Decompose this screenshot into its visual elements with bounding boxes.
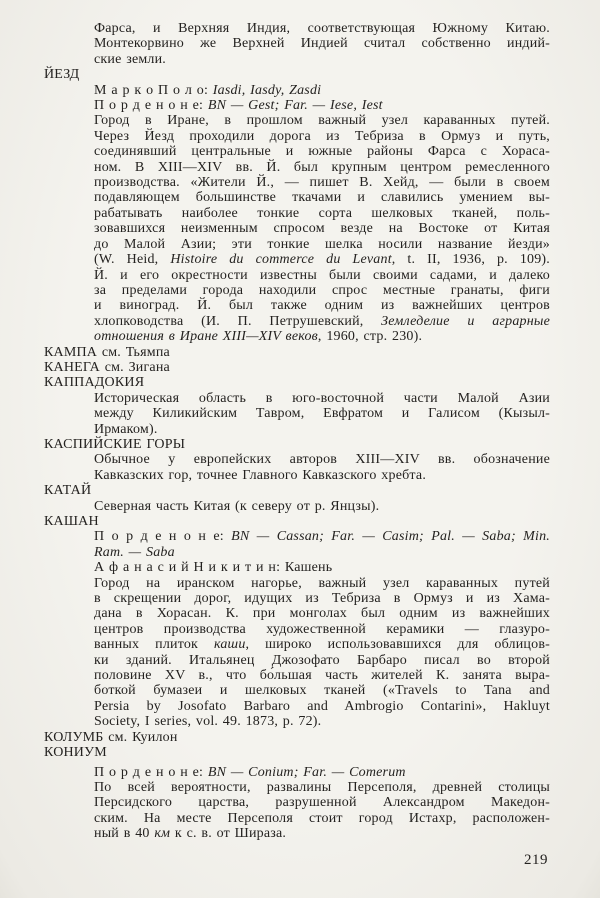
text-segment: М а р к о П о л о: (94, 82, 213, 98)
text-segment: Й. и его окрестности известны были своими садами, и далеко (94, 267, 550, 283)
text-line (94, 499, 550, 514)
text-segment: По всей вероятности, развалины Персеполя, древней столицы (94, 779, 550, 795)
entry-headword (44, 730, 550, 745)
text-line (94, 668, 550, 683)
text-line (94, 144, 550, 159)
text-segment: Историческая область в юго-восточной части Малой Азии (94, 390, 550, 406)
text-line (94, 314, 550, 329)
text-segment: КАППАДОКИЯ (44, 375, 145, 391)
text-segment: Обычное у европейских авторов XIII—XIV вв. обозначение (94, 452, 550, 468)
text-segment: хлопководства (И. П. Петрушевский, (94, 313, 382, 329)
text-line (94, 252, 550, 267)
text-segment-italic: отношения в Иране XIII—XIV веков (94, 329, 318, 345)
text-segment: , широко использовавшихся для облицов- (245, 637, 550, 653)
text-segment: в скрещении дорог, идущих из Тебриза в Ормуз и из Хама- (94, 591, 550, 607)
text-line (94, 545, 550, 560)
text-segment: боткой бумазеи и шелковых тканей («Travels to Tana and (94, 683, 550, 699)
text-segment: подавляющем большинстве ткачами и славились умением вы- (94, 190, 550, 206)
text-segment: половине XV в., что бо́льшая часть жителей К. занята выра- (94, 668, 550, 684)
text-segment: Город в Иране, в прошлом важный узел караванных путей. (94, 113, 550, 129)
text-segment: ские земли. (94, 51, 167, 67)
text-segment: рабатывать наиболее тонкие сорта шелковых тканей, поль- (94, 205, 550, 221)
text-line (94, 129, 550, 144)
text-segment: ским. На месте Персеполя стоит город Истахр, расположен- (94, 810, 550, 826)
text-line (94, 452, 550, 467)
text-segment: за пределами города находили спрос местные гранаты, фиги (94, 282, 550, 298)
text-line (94, 36, 550, 51)
entry-headword (44, 745, 550, 760)
text-line (94, 811, 550, 826)
text-line (94, 795, 550, 810)
text-segment: КАМПА см. Тьямпа (44, 344, 170, 360)
text-segment-italic: Histoire du commerce du Levant (170, 252, 392, 268)
text-segment: П о р д е н о н е: (94, 764, 208, 780)
text-segment: ЙЕЗД (44, 67, 80, 83)
text-line (94, 622, 550, 637)
text-segment: Society, I series, vol. 49. 1873, p. 72). (94, 714, 322, 730)
text-segment: Через Йезд проходили дорога из Тебриза в Ормуз и путь, (94, 128, 550, 144)
text-segment: А ф а н а с и й Н и к и т и н: Кашень (94, 560, 333, 576)
text-segment: между Киликийским Тавром, Евфратом и Галисом (Кызыл- (94, 406, 550, 422)
text-line (94, 98, 550, 113)
text-segment: зовавшихся неизменным спросом везде на Востоке от Китая (94, 221, 550, 237)
entry-headword (44, 483, 550, 498)
text-segment: П о р д е н о н е: (94, 98, 208, 114)
text-segment: до Малой Азии; эти тонкие шелка носили название йезди» (94, 236, 550, 252)
text-segment: Северная часть Китая (к северу от р. Янцзы). (94, 498, 380, 514)
text-line (94, 591, 550, 606)
text-segment-italic: Земледелие и аграрные (381, 313, 550, 329)
text-segment: центров производства художественной керамики — глазуро- (94, 621, 550, 637)
text-segment: КАНЕГА см. Зигана (44, 359, 170, 375)
text-line (94, 83, 550, 98)
text-line (94, 268, 550, 283)
text-segment: производства. «Жители Й., — пишет В. Хейд, — были в своем (94, 175, 550, 191)
text-segment: Монтекорвино же Верхней Индией считал собственно индий- (94, 36, 550, 52)
entry-headword (44, 345, 550, 360)
text-segment: ный в 40 (94, 826, 155, 842)
text-segment: КАСПИЙСКИЕ ГОРЫ (44, 436, 186, 452)
text-line (94, 221, 550, 236)
text-line (94, 765, 550, 780)
text-line (94, 283, 550, 298)
text-line (94, 699, 550, 714)
text-line (94, 298, 550, 313)
text-line (94, 468, 550, 483)
text-segment: КОЛУМБ см. Куилон (44, 729, 178, 745)
text-line (94, 606, 550, 621)
text-segment: Кавказских гор, точнее Главного Кавказского хребта. (94, 467, 427, 483)
text-segment: Persia by Josofato Barbaro and Ambrogio Contarini», Hakluyt (94, 698, 550, 714)
text-line (94, 406, 550, 421)
text-segment-italic: Iasdi, Iasdy, Zasdi (212, 82, 322, 98)
text-line (94, 714, 550, 729)
entry-headword (44, 67, 550, 82)
text-line (94, 637, 550, 652)
text-line (94, 160, 550, 175)
text-line (94, 683, 550, 698)
text-segment: к с. в. от Шираза. (170, 826, 287, 842)
text-line (94, 206, 550, 221)
text-segment-italic: Ram. — Saba (94, 544, 175, 560)
text-segment-italic: каши (213, 637, 246, 653)
text-line (94, 560, 550, 575)
text-line (94, 190, 550, 205)
text-segment: Ирмаком). (94, 421, 158, 437)
text-line (94, 237, 550, 252)
text-line (94, 576, 550, 591)
text-segment-italic: BN — Gest; Far. — Iese, Iest (207, 98, 383, 114)
entry-headword (44, 360, 550, 375)
entry-headword (44, 514, 550, 529)
text-segment: КАШАН (44, 514, 99, 529)
entry-headword (44, 375, 550, 390)
text-line (94, 391, 550, 406)
text-segment: дана в Хорасан. К. при монголах был одним из важнейших (94, 606, 550, 622)
text-line (94, 52, 550, 67)
text-segment: ном. В XIII—XIV вв. Й. был крупным центром ремесленного (94, 159, 550, 175)
text-segment: КОНИУМ (44, 745, 107, 761)
text-segment: соединявший центральные и южные районы Фарса с Хораса- (94, 144, 550, 160)
entry-headword (44, 437, 550, 452)
text-segment: , t. II, 1936, p. 109). (391, 252, 550, 268)
text-segment: П о р д е н о н е: (94, 529, 232, 545)
text-segment: , 1960, стр. 230). (317, 329, 423, 345)
text-segment-italic: км (154, 826, 171, 842)
text-segment-italic: BN — Cassan; Far. — Casim; Pal. — Saba; Min. (231, 529, 550, 545)
text-line (94, 780, 550, 795)
text-segment: КАТАЙ (44, 483, 92, 499)
text-line (94, 175, 550, 190)
text-segment: и виноград. Й. был также одним из важнейших центров (94, 298, 550, 314)
text-segment: (W. Heid, (94, 252, 171, 268)
text-segment: Персидского царства, разрушенной Александром Македон- (94, 795, 550, 811)
page-number: 219 (524, 852, 548, 868)
text-line (94, 653, 550, 668)
text-line (94, 529, 550, 544)
text-line (94, 329, 550, 344)
text-line (94, 422, 550, 437)
text-segment: Фарса, и Верхняя Индия, соответствующая Южному Китаю. (94, 21, 550, 36)
text-line (94, 21, 550, 36)
text-line (94, 113, 550, 128)
text-segment: ванных плиток (94, 637, 214, 653)
text-line (94, 826, 550, 841)
text-segment: ки зданий. Итальянец Джозофато Барбаро писал во второй (94, 652, 550, 668)
text-segment-italic: BN — Conium; Far. — Comerum (207, 764, 406, 780)
text-segment: Город на иранском нагорье, важный узел караванных путей (94, 575, 550, 591)
page-text (44, 21, 550, 842)
